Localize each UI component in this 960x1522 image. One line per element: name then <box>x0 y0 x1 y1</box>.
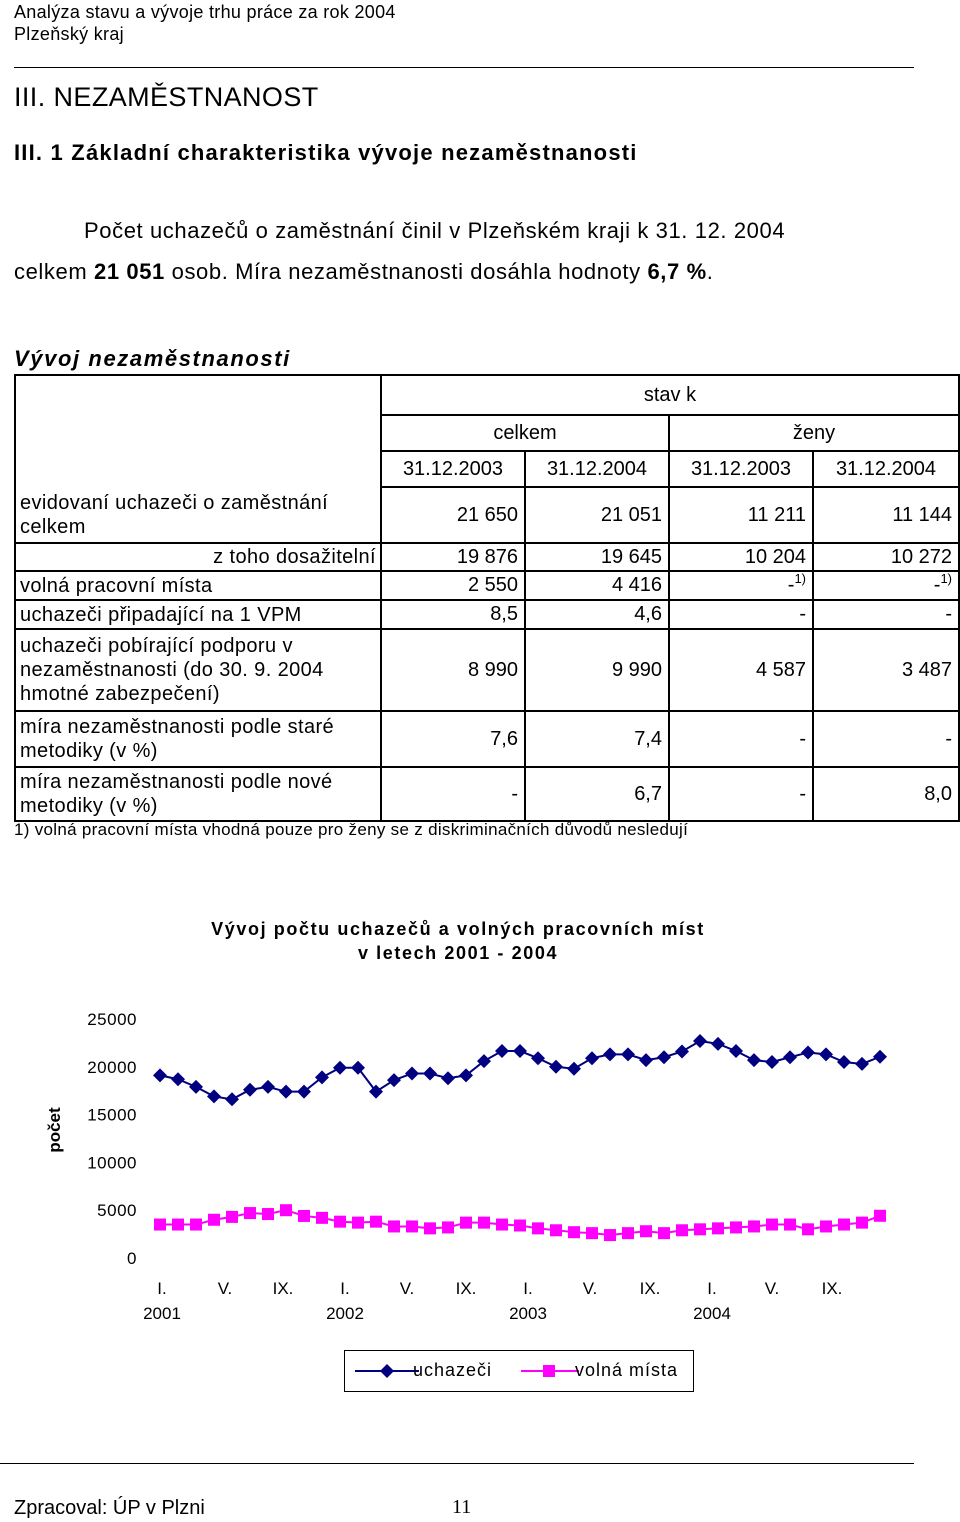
data-point-volna-mista <box>262 1208 274 1220</box>
row-label: z toho dosažitelní <box>15 543 381 571</box>
cell-value: 11 144 <box>813 487 959 543</box>
cell-value: 4 416 <box>525 571 669 600</box>
cell-value: 8 990 <box>381 629 525 711</box>
data-point-uchazeci <box>729 1044 743 1058</box>
data-point-uchazeci <box>873 1050 887 1064</box>
x-tick-label: V. <box>764 1279 780 1298</box>
footnote-ref: 1) <box>794 571 806 586</box>
data-point-uchazeci <box>621 1047 635 1061</box>
cell-value-text: - <box>933 574 941 596</box>
y-axis-label: počet <box>45 1107 64 1153</box>
data-point-volna-mista <box>874 1210 886 1222</box>
data-point-volna-mista <box>550 1224 562 1236</box>
data-point-uchazeci <box>207 1089 221 1103</box>
chart-title <box>0 917 916 965</box>
data-point-volna-mista <box>676 1224 688 1236</box>
data-point-uchazeci <box>765 1055 779 1069</box>
header-rule <box>14 67 914 68</box>
data-point-volna-mista <box>712 1222 724 1234</box>
x-tick-label: IX. <box>272 1279 294 1298</box>
data-point-volna-mista <box>352 1217 364 1229</box>
table-row <box>15 600 959 629</box>
data-point-uchazeci <box>675 1045 689 1059</box>
legend-swatch-uchazeci <box>355 1361 419 1381</box>
data-point-uchazeci <box>585 1051 599 1065</box>
data-point-volna-mista <box>388 1220 400 1232</box>
unemployment-table <box>14 374 960 822</box>
cell-value: - <box>813 711 959 767</box>
cell-value: 19 876 <box>381 543 525 571</box>
data-point-volna-mista <box>658 1227 670 1239</box>
x-year-label: 2004 <box>693 1304 731 1323</box>
data-point-volna-mista <box>802 1223 814 1235</box>
data-point-volna-mista <box>208 1214 220 1226</box>
data-point-uchazeci <box>567 1062 581 1076</box>
cell-value: 21 051 <box>525 487 669 543</box>
chart-legend <box>344 1350 694 1392</box>
data-point-uchazeci <box>387 1073 401 1087</box>
x-tick-label: V. <box>582 1279 598 1298</box>
data-point-volna-mista <box>154 1219 166 1231</box>
data-point-volna-mista <box>406 1220 418 1232</box>
data-point-volna-mista <box>514 1219 526 1231</box>
cell-value: - <box>669 600 813 629</box>
row-label: uchazeči pobírající podporu v nezaměstnanosti (do 30. 9. 2004 hmotné zabezpečení) <box>15 629 381 711</box>
cell-value: 7,4 <box>525 711 669 767</box>
table-row <box>15 487 959 543</box>
data-point-uchazeci <box>837 1055 851 1069</box>
chart-title-line1: Vývoj počtu uchazečů a volných pracovních míst <box>211 919 705 939</box>
data-point-uchazeci <box>657 1050 671 1064</box>
cell-value: 9 990 <box>525 629 669 711</box>
data-point-uchazeci <box>261 1080 275 1094</box>
x-tick-label: IX. <box>821 1279 843 1298</box>
cell-value <box>669 571 813 600</box>
data-point-volna-mista <box>586 1227 598 1239</box>
data-point-volna-mista <box>532 1222 544 1234</box>
cell-value: 10 272 <box>813 543 959 571</box>
header-date: 31.12.2004 <box>525 451 669 487</box>
data-point-volna-mista <box>460 1217 472 1229</box>
data-point-uchazeci <box>495 1044 509 1058</box>
header-date: 31.12.2003 <box>669 451 813 487</box>
data-point-uchazeci <box>603 1047 617 1061</box>
data-point-uchazeci <box>189 1080 203 1094</box>
x-tick-label: IX. <box>639 1279 661 1298</box>
data-point-uchazeci <box>711 1037 725 1051</box>
legend-label-uchazeci: uchazeči <box>413 1360 493 1380</box>
cell-value: 4 587 <box>669 629 813 711</box>
header-zeny: ženy <box>669 415 959 451</box>
data-point-volna-mista <box>784 1219 796 1231</box>
cell-value: 8,5 <box>381 600 525 629</box>
data-point-volna-mista <box>748 1220 760 1232</box>
row-label: míra nezaměstnanosti podle staré metodiky (v %) <box>15 711 381 767</box>
cell-value: - <box>813 600 959 629</box>
data-point-uchazeci <box>549 1060 563 1074</box>
data-point-volna-mista <box>478 1217 490 1229</box>
subsection-title: III. 1 Základní charakteristika vývoje nezaměstnanosti <box>14 140 638 165</box>
table-row <box>15 767 959 821</box>
data-point-volna-mista <box>280 1204 292 1216</box>
footer-rule <box>0 1463 914 1464</box>
data-point-volna-mista <box>226 1211 238 1223</box>
cell-value <box>813 571 959 600</box>
unemployment-rate-value: 6,7 % <box>647 259 707 284</box>
cell-value: 10 204 <box>669 543 813 571</box>
data-point-uchazeci <box>531 1051 545 1065</box>
data-point-volna-mista <box>568 1226 580 1238</box>
x-tick-label: V. <box>217 1279 233 1298</box>
data-point-uchazeci <box>225 1092 239 1106</box>
data-point-uchazeci <box>243 1083 257 1097</box>
cell-value: 3 487 <box>813 629 959 711</box>
data-point-uchazeci <box>441 1071 455 1085</box>
data-point-volna-mista <box>838 1219 850 1231</box>
cell-value: 21 650 <box>381 487 525 543</box>
cell-value: 7,6 <box>381 711 525 767</box>
row-label: míra nezaměstnanosti podle nové metodiky (v %) <box>15 767 381 821</box>
data-point-uchazeci <box>153 1068 167 1082</box>
intro-paragraph-line1: Počet uchazečů o zaměstnání činil v Plzeňském kraji k 31. 12. 2004 <box>84 218 786 243</box>
legend-label-volna-mista: volná místa <box>575 1360 679 1380</box>
data-point-uchazeci <box>639 1053 653 1067</box>
data-point-uchazeci <box>747 1053 761 1067</box>
data-point-uchazeci <box>405 1066 419 1080</box>
y-tick-label: 20000 <box>87 1057 137 1077</box>
document-header-region: Plzeňský kraj <box>14 24 124 44</box>
table-row <box>15 711 959 767</box>
data-point-uchazeci <box>819 1047 833 1061</box>
data-point-volna-mista <box>172 1219 184 1231</box>
data-point-uchazeci <box>693 1034 707 1048</box>
data-point-volna-mista <box>820 1220 832 1232</box>
x-tick-label: I. <box>340 1279 350 1298</box>
data-point-volna-mista <box>730 1221 742 1233</box>
data-point-volna-mista <box>190 1219 202 1231</box>
table-row <box>15 543 959 571</box>
data-point-volna-mista <box>856 1217 868 1229</box>
text-fragment: . <box>706 259 714 284</box>
cell-value-text: - <box>787 574 795 596</box>
data-point-volna-mista <box>604 1229 616 1241</box>
y-tick-label: 15000 <box>87 1105 137 1125</box>
y-tick-label: 5000 <box>97 1201 137 1221</box>
data-point-uchazeci <box>171 1072 185 1086</box>
row-label: uchazeči připadající na 1 VPM <box>15 600 381 629</box>
table-footnote: 1) volná pracovní místa vhodná pouze pro ženy se z diskriminačních důvodů nesledují <box>14 820 689 839</box>
header-date: 31.12.2003 <box>381 451 525 487</box>
y-tick-label: 0 <box>127 1249 137 1268</box>
x-year-label: 2002 <box>326 1304 364 1323</box>
intro-paragraph-line2 <box>14 259 713 285</box>
cell-value: - <box>669 767 813 821</box>
x-tick-label: IX. <box>455 1279 477 1298</box>
data-point-volna-mista <box>370 1216 382 1228</box>
data-point-volna-mista <box>424 1222 436 1234</box>
data-point-uchazeci <box>513 1044 527 1058</box>
data-point-uchazeci <box>423 1066 437 1080</box>
header-stav-k: stav k <box>381 375 959 415</box>
row-label: volná pracovní místa <box>15 571 381 600</box>
cell-value: 19 645 <box>525 543 669 571</box>
x-year-label: 2003 <box>509 1304 547 1323</box>
footer-source: Zpracoval: ÚP v Plzni <box>14 1497 205 1519</box>
data-point-uchazeci <box>279 1085 293 1099</box>
data-point-volna-mista <box>622 1227 634 1239</box>
data-point-uchazeci <box>333 1061 347 1075</box>
data-point-volna-mista <box>496 1219 508 1231</box>
x-year-label: 2001 <box>143 1304 181 1323</box>
x-tick-label: I. <box>157 1279 167 1298</box>
data-point-volna-mista <box>298 1210 310 1222</box>
line-chart <box>0 990 960 1330</box>
header-date: 31.12.2004 <box>813 451 959 487</box>
cell-value: - <box>669 711 813 767</box>
text-fragment: osob. Míra nezaměstnanosti dosáhla hodnoty <box>164 259 648 284</box>
cell-value: 8,0 <box>813 767 959 821</box>
legend-swatch-volna-mista <box>521 1361 579 1381</box>
data-point-volna-mista <box>334 1216 346 1228</box>
data-point-volna-mista <box>316 1212 328 1224</box>
cell-value: 11 211 <box>669 487 813 543</box>
table-row <box>15 629 959 711</box>
table-title: Vývoj nezaměstnanosti <box>14 346 291 371</box>
table-row <box>15 571 959 600</box>
data-point-uchazeci <box>801 1045 815 1059</box>
cell-value: 4,6 <box>525 600 669 629</box>
cell-value: 6,7 <box>525 767 669 821</box>
document-header-title: Analýza stavu a vývoje trhu práce za rok 2004 <box>14 2 396 22</box>
data-point-uchazeci <box>783 1050 797 1064</box>
table-corner-cell <box>15 375 381 487</box>
cell-value: 2 550 <box>381 571 525 600</box>
data-point-volna-mista <box>442 1221 454 1233</box>
data-point-volna-mista <box>766 1219 778 1231</box>
page-number: 11 <box>452 1496 472 1518</box>
header-celkem: celkem <box>381 415 669 451</box>
text-fragment: celkem <box>14 259 94 284</box>
y-tick-label: 10000 <box>87 1153 137 1173</box>
footnote-ref: 1) <box>940 571 952 586</box>
y-tick-label: 25000 <box>87 1010 137 1029</box>
section-title: III. NEZAMĚSTNANOST <box>14 82 319 112</box>
total-count-value: 21 051 <box>94 259 165 284</box>
data-point-volna-mista <box>640 1225 652 1237</box>
chart-title-line2: v letech 2001 - 2004 <box>357 943 559 963</box>
data-point-uchazeci <box>855 1057 869 1071</box>
x-tick-label: I. <box>707 1279 717 1298</box>
x-tick-label: V. <box>399 1279 415 1298</box>
cell-value: - <box>381 767 525 821</box>
row-label: evidovaní uchazeči o zaměstnání celkem <box>15 487 381 543</box>
data-point-volna-mista <box>244 1207 256 1219</box>
data-point-volna-mista <box>694 1223 706 1235</box>
x-tick-label: I. <box>523 1279 533 1298</box>
